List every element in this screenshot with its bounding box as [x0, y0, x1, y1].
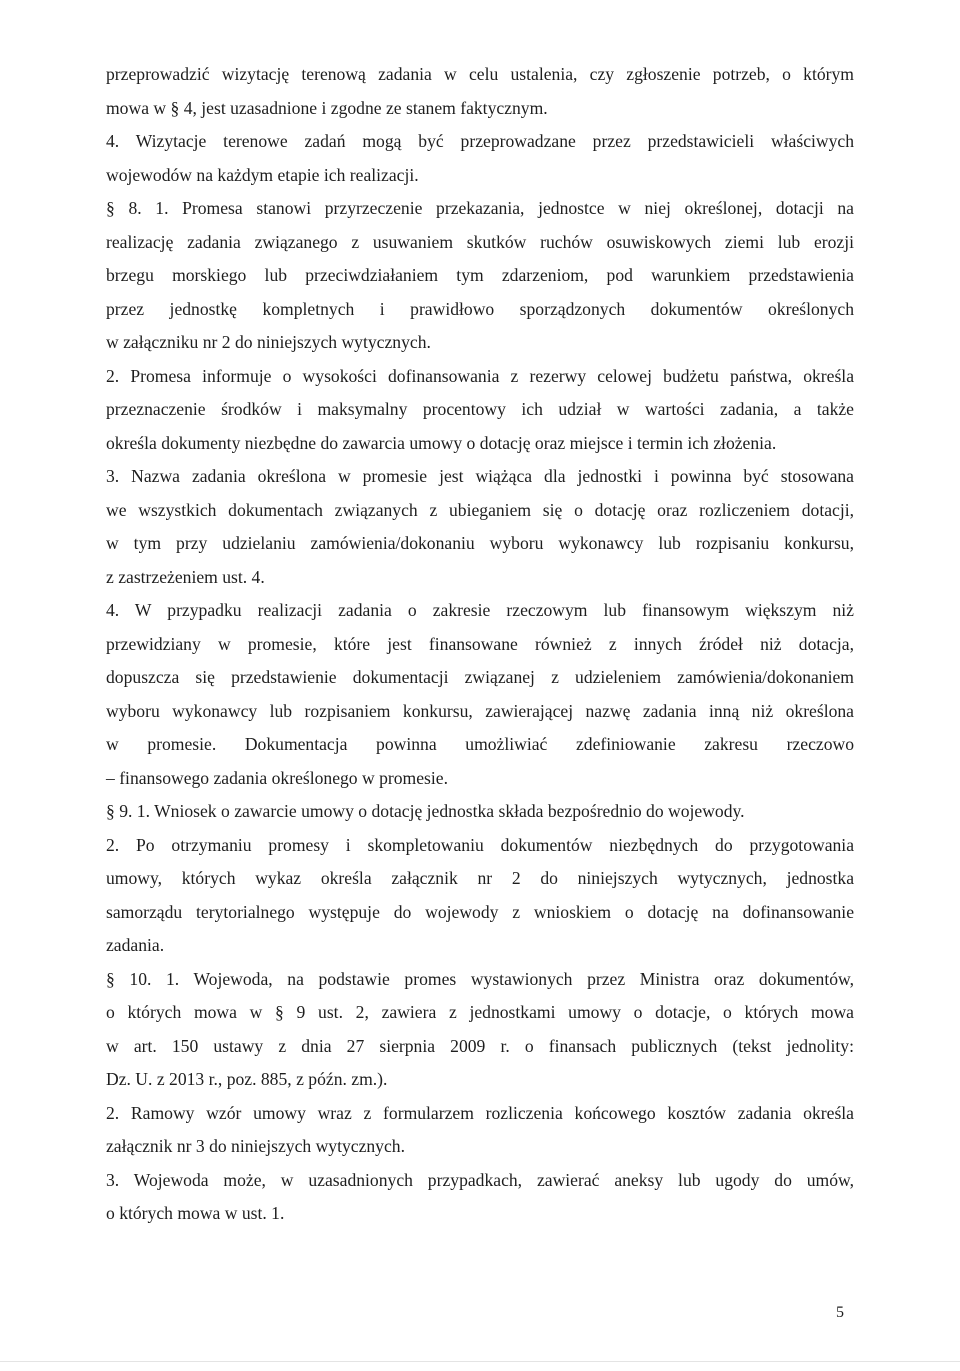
text-line: wojewodów na każdym etapie ich realizacji. [106, 164, 419, 185]
text-line: przewidziany w promesie, które jest finansowane również z innych źródeł niż dotacja, [106, 633, 854, 654]
text-line: Dz. U. z 2013 r., poz. 885, z późn. zm.). [106, 1069, 388, 1089]
text-line: brzegu morskiego lub przeciwdziałaniem tym zdarzeniom, pod warunkiem przedstawienia [106, 265, 854, 285]
text-line: – finansowego zadania określonego w promesie. [106, 767, 448, 788]
text-line: z zastrzeżeniem ust. 4. [106, 566, 265, 587]
text-line: wyboru wykonawcy lub rozpisaniem konkursu, zawierającej nazwę zadania inną niż określona [106, 700, 854, 721]
document-body [106, 58, 854, 1231]
text-line: umowy, których wykaz określa załącznik nr 2 do niniejszych wytycznych, jednostka [106, 868, 854, 888]
text-line: realizację zadania związanego z usuwaniem skutków ruchów osuwiskowych ziemi lub erozji [106, 231, 854, 252]
text-line: w tym przy udzielaniu zamówienia/dokonaniu wyboru wykonawcy lub rozpisaniu konkursu, [106, 533, 854, 553]
text-line: przez jednostkę kompletnych i prawidłowo sporządzonych dokumentów określonych [106, 298, 854, 319]
text-line: o których mowa w ust. 1. [106, 1203, 285, 1223]
text-line: 2. Po otrzymaniu promesy i skompletowaniu dokumentów niezbędnych do przygotowania [106, 834, 854, 855]
text-line: przeprowadzić wizytację terenową zadania w celu ustalenia, czy zgłoszenie potrzeb, o którym [106, 64, 854, 84]
text-line: w art. 150 ustawy z dnia 27 sierpnia 2009 r. o finansach publicznych (tekst jednolity: [106, 1035, 854, 1056]
text-line: określa dokumenty niezbędne do zawarcia umowy o dotację oraz miejsce i termin ich złożenia. [106, 432, 777, 453]
bottom-divider [0, 1361, 960, 1362]
text-line: dopuszcza się przedstawienie dokumentacji związanej z udzieleniem zamówienia/dokonaniem [106, 667, 854, 687]
page-number: 5 [836, 1304, 844, 1321]
text-line: przeznaczenie środków i maksymalny procentowy ich udział w wartości zadania, a także [106, 399, 854, 419]
text-line: zadania. [106, 935, 165, 955]
text-line: załącznik nr 3 do niniejszych wytycznych. [106, 1136, 405, 1156]
text-line: 3. Nazwa zadania określona w promesie jest wiążąca dla jednostki i powinna być stosowana [106, 466, 854, 486]
text-line: 2. Ramowy wzór umowy wraz z formularzem rozliczenia końcowego kosztów zadania określa [106, 1102, 854, 1123]
text-line: § 9. 1. Wniosek o zawarcie umowy o dotację jednostka składa bezpośrednio do wojewody. [106, 801, 745, 821]
text-line: § 10. 1. Wojewoda, na podstawie promes wystawionych przez Ministra oraz dokumentów, [106, 968, 854, 989]
text-line: 2. Promesa informuje o wysokości dofinansowania z rezerwy celowej budżetu państwa, określa [106, 365, 854, 386]
text-line: 4. Wizytacje terenowe zadań mogą być przeprowadzane przez przedstawicieli właściwych [106, 131, 854, 151]
text-line: 4. W przypadku realizacji zadania o zakresie rzeczowym lub finansowym większym niż [106, 600, 854, 620]
text-line: § 8. 1. Promesa stanowi przyrzeczenie przekazania, jednostce w niej określonej, dotacji na [106, 198, 854, 218]
text-line: samorządu terytorialnego występuje do wojewody z wnioskiem o dotację na dofinansowanie [106, 901, 854, 922]
text-line: w promesie. Dokumentacja powinna umożliwiać zdefiniowanie zakresu rzeczowo [106, 734, 854, 754]
text-line: we wszystkich dokumentach związanych z ubieganiem się o dotację oraz rozliczeniem dotacji, [106, 499, 854, 520]
text-line: 3. Wojewoda może, w uzasadnionych przypadkach, zawierać aneksy lub ugody do umów, [106, 1169, 854, 1190]
text-line: mowa w § 4, jest uzasadnione i zgodne ze stanem faktycznym. [106, 97, 548, 118]
text-line: w załączniku nr 2 do niniejszych wytycznych. [106, 332, 431, 352]
text-line: o których mowa w § 9 ust. 2, zawiera z jednostkami umowy o dotacje, o których mowa [106, 1002, 854, 1022]
